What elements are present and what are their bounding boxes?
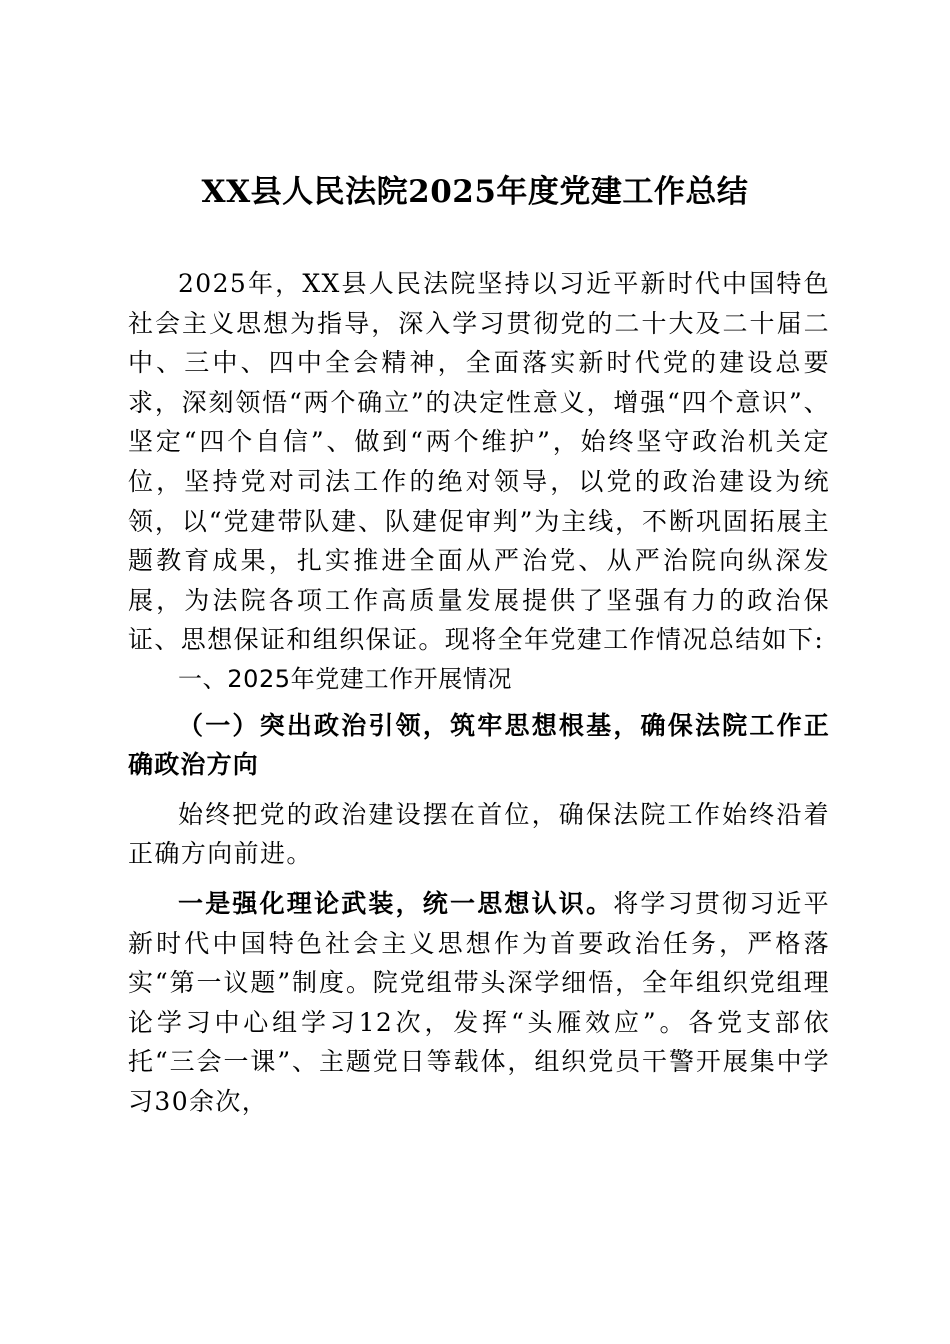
point-text-1: 将学习贯彻习近平新时代中国特色社会主义思想作为首要政治任务，严格落实“第一议题”制度。院党组带头深学细悟，全年组织党组理论学习中心组学习12次，发挥“头雁效应”。各党支部依托“三会一课”、主题党日等载体，组织党员干警开展集中学习30余次， [128, 888, 831, 1116]
intro-paragraph: 2025年，XX县人民法院坚持以习近平新时代中国特色社会主义思想为指导，深入学习贯彻党的二十大及二十届二中、三中、四中全会精神，全面落实新时代党的建设总要求，深刻领悟“两个确立”的决定性意义，增强“四个意识”、坚定“四个自信”、做到“两个维护”，始终坚守政治机关定位，坚持党对司法工作的绝对领导，以党的政治建设为统领，以“党建带队建、队建促审判”为主线，不断巩固拓展主题教育成果，扎实推进全面从严治党、从严治院向纵深发展，为法院各项工作高质量发展提供了坚强有力的政治保证、思想保证和组织保证。现将全年党建工作情况总结如下: [128, 269, 830, 655]
section-heading-1: 一、2025年党建工作开展情况 [178, 664, 513, 693]
subsection-intro-paragraph: 始终把党的政治建设摆在首位，确保法院工作始终沿着正确方向前进。 [128, 799, 830, 869]
point-paragraph-1 [128, 884, 830, 1122]
subsection-heading-1: （一）突出政治引领，筑牢思想根基，确保法院工作正确政治方向 [128, 710, 830, 780]
point-lead-1: 一是强化理论武装，统一思想认识。 [178, 888, 614, 918]
document-title: XX县人民法院2025年度党建工作总结 [201, 174, 749, 210]
document-body [128, 264, 830, 1121]
